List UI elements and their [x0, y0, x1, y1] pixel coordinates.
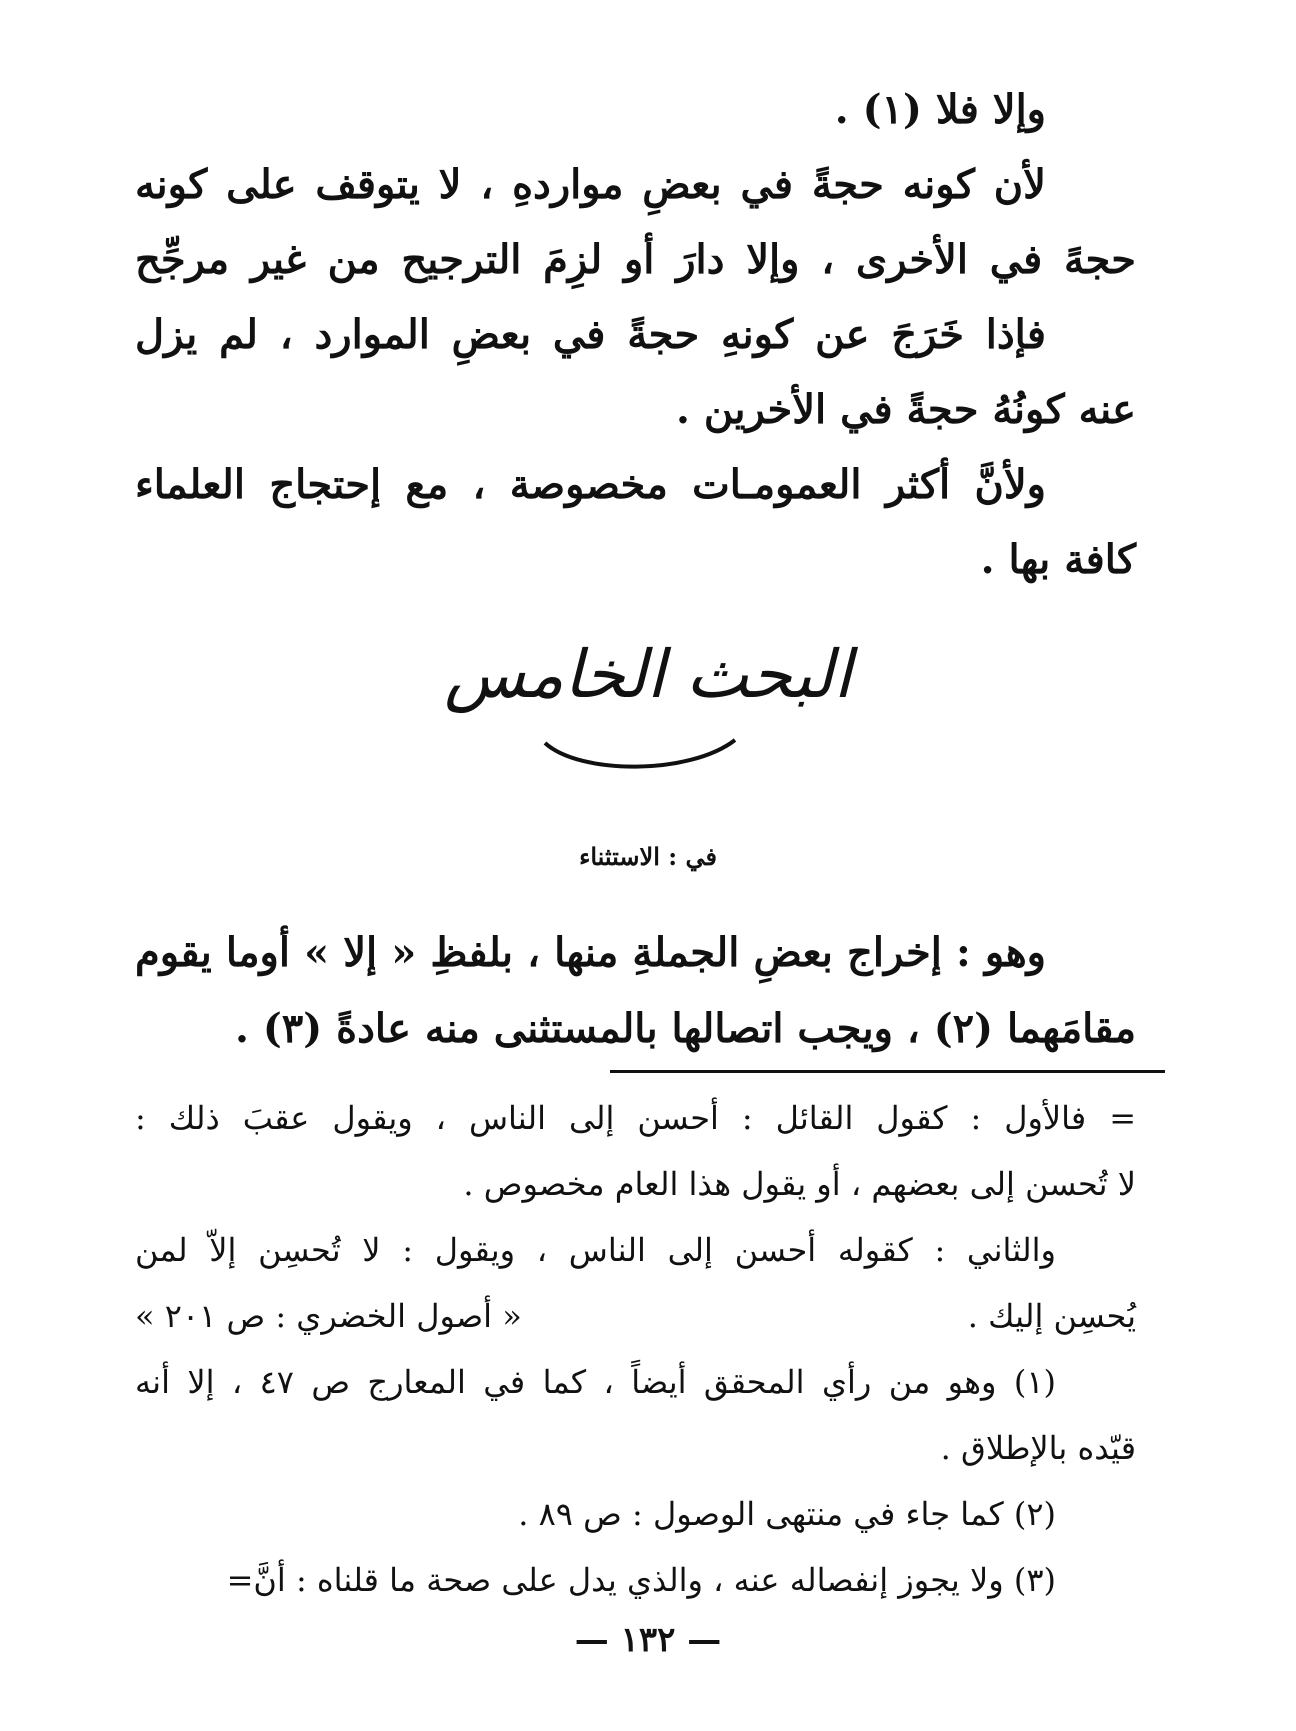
page-number: — ١٣٢ —	[574, 1620, 722, 1660]
text-line: حجهً في الأخرى ، وإلا دارَ أو لزِمَ الترجيح من غير مرجِّح	[135, 236, 1136, 283]
footnote-line: لا تُحسن إلى بعضهم ، أو يقول هذا العام مخصوص .	[463, 1165, 1136, 1203]
definition-text	[135, 915, 1136, 1067]
footnote-line: (١) وهو من رأي المحقق أيضاً ، كما في المعارج ص ٤٧ ، إلا أنه	[135, 1363, 1057, 1401]
main-text-top	[135, 72, 1136, 597]
text-line: كافة بها .	[980, 536, 1136, 583]
text-line: فإذا خَرَجَ عن كونهِ حجةً في بعضِ الموارد ، لم يزل	[135, 311, 1046, 358]
footnote-line: = فالأول : كقول القائل : أحسن إلى الناس ، ويقول عقبَ ذلك :	[135, 1099, 1136, 1137]
text-line: ولأنَّ أكثر العمومـات مخصوصة ، مع إحتجاج العلماء	[135, 461, 1046, 508]
footnotes	[135, 1085, 1136, 1613]
footnote-line: قيّده بالإطلاق .	[940, 1429, 1136, 1467]
heading-flourish	[540, 735, 740, 771]
section-subheading: في : الاستثناء	[579, 842, 717, 871]
footnote-line-text: يُحسِن إليك .	[967, 1297, 1136, 1335]
text-line: لأن كونه حجةً في بعضِ مواردهِ ، لا يتوقف على كونه	[135, 161, 1046, 208]
text-line: وهو : إخراج بعضِ الجملةِ منها ، بلفظِ « إلا » أوما يقوم	[135, 929, 1046, 976]
footnote-line: والثاني : كقوله أحسن إلى الناس ، ويقول : لا تُحسِن إلاّ لمن	[135, 1231, 1056, 1269]
footnote-separator	[610, 1070, 1165, 1073]
footnote-line	[135, 1283, 1136, 1349]
section-heading: البحث الخامس	[444, 636, 852, 713]
footnote-line: (٣) ولا يجوز إنفصاله عنه ، والذي يدل على صحة ما قلناه : أنَّ=	[226, 1561, 1056, 1599]
footnote-line: (٢) كما جاء في منتهى الوصول : ص ٨٩ .	[518, 1495, 1056, 1533]
text-line: عنه كونُهُ حجةً في الأخرين .	[676, 386, 1136, 433]
footnote-source: « أصول الخضري : ص ٢٠١ »	[135, 1297, 522, 1335]
text-line: مقامَهما (٢) ، ويجب اتصالها بالمستثنى منه عادةً (٣) .	[235, 1005, 1136, 1052]
text-line: وإلا فلا (١) .	[834, 86, 1046, 133]
